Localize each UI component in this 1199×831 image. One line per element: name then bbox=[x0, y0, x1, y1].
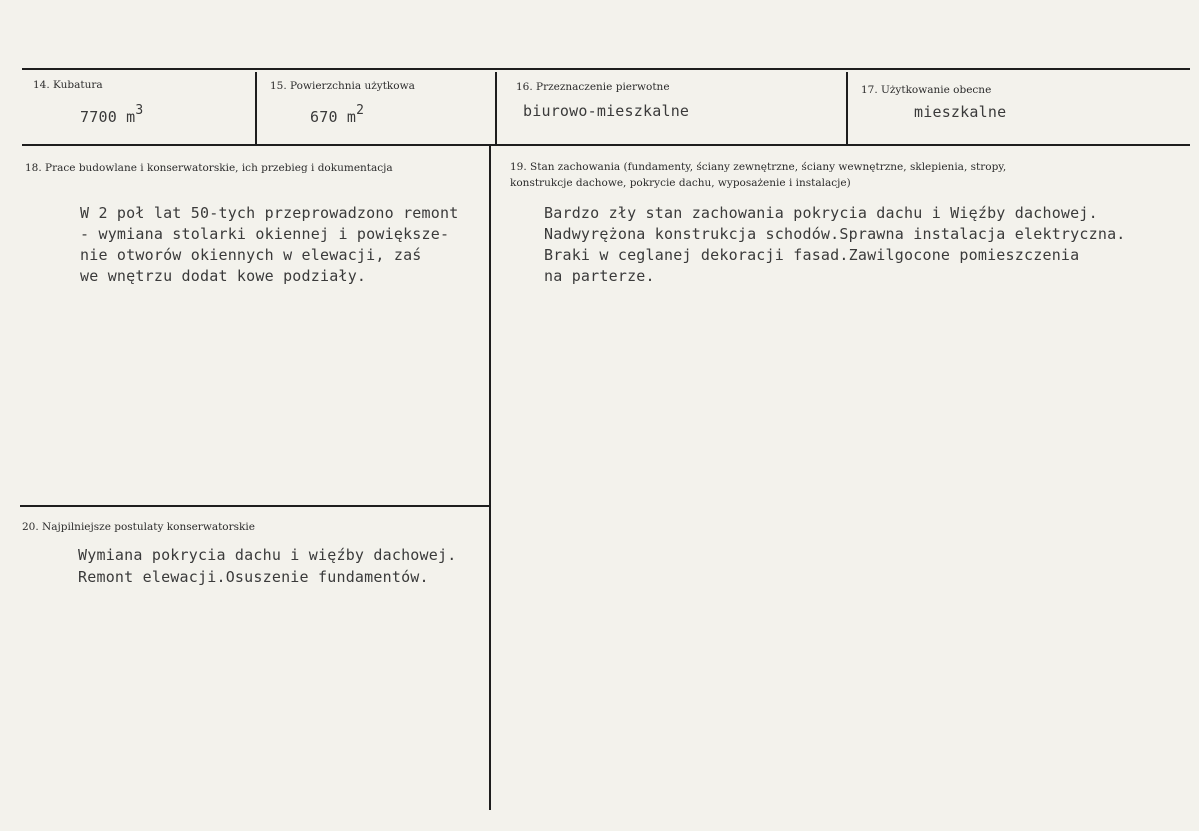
top-rule bbox=[22, 68, 1190, 70]
field-14-exponent: 3 bbox=[135, 103, 144, 118]
field-19-line-4: na parterze. bbox=[544, 267, 655, 285]
field-18-line-1: W 2 poł lat 50-tych przeprowadzono remont bbox=[80, 204, 459, 222]
divider-15-16 bbox=[495, 72, 497, 144]
field-15-value bbox=[310, 102, 364, 128]
field-14-value bbox=[80, 102, 143, 128]
field-19-line-2: Nadwyrężona konstrukcja schodów.Sprawna instalacja elektryczna. bbox=[544, 225, 1126, 243]
divider-14-15 bbox=[255, 72, 257, 144]
divider-left-right bbox=[489, 146, 491, 810]
field-20-line-1: Wymiana pokrycia dachu i więźby dachowej. bbox=[78, 546, 457, 564]
row1-bottom-rule bbox=[22, 144, 1190, 146]
field-19-line-1: Bardzo zły stan zachowania pokrycia dachu i Więźby dachowej. bbox=[544, 204, 1098, 222]
field-19-line-3: Braki w ceglanej dekoracji fasad.Zawilgocone pomieszczenia bbox=[544, 246, 1080, 264]
field-19-label-line-1: 19. Stan zachowania (fundamenty, ściany zewnętrzne, ściany wewnętrzne, sklepienia, stropy, bbox=[510, 161, 1007, 173]
rule-18-20 bbox=[20, 505, 490, 507]
field-16-value: biurowo-mieszkalne bbox=[523, 102, 690, 120]
field-18-line-4: we wnętrzu dodat kowe podziały. bbox=[80, 267, 367, 285]
field-20-line-2: Remont elewacji.Osuszenie fundamentów. bbox=[78, 568, 429, 586]
field-18-line-3: nie otworów okiennych w elewacji, zaś bbox=[80, 246, 422, 264]
field-15-exponent: 2 bbox=[356, 103, 365, 118]
field-18-line-2: - wymiana stolarki okiennej i powiększe- bbox=[80, 225, 450, 243]
field-14-label: 14. Kubatura bbox=[33, 79, 103, 91]
field-20-label: 20. Najpilniejsze postulaty konserwatorskie bbox=[22, 521, 255, 533]
field-18-label: 18. Prace budowlane i konserwatorskie, ich przebieg i dokumentacja bbox=[25, 162, 393, 174]
field-15-label: 15. Powierzchnia użytkowa bbox=[270, 80, 415, 92]
field-14-number: 7700 m bbox=[80, 108, 136, 126]
field-16-label: 16. Przeznaczenie pierwotne bbox=[516, 81, 670, 93]
field-17-value: mieszkalne bbox=[914, 103, 1007, 121]
field-15-number: 670 m bbox=[310, 108, 357, 126]
field-19-label-line-2: konstrukcje dachowe, pokrycie dachu, wyposażenie i instalacje) bbox=[510, 177, 851, 189]
divider-16-17 bbox=[846, 72, 848, 146]
field-17-label: 17. Użytkowanie obecne bbox=[861, 84, 992, 96]
